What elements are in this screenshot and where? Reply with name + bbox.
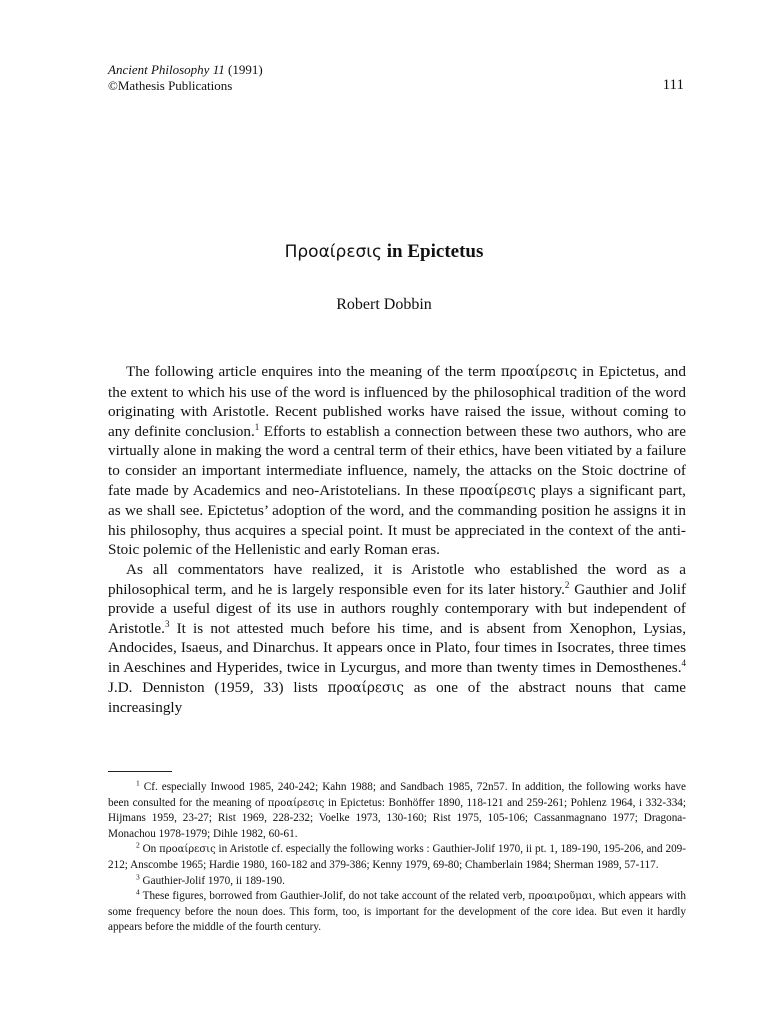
body-text: [108, 362, 686, 718]
footnote-number: 2: [136, 840, 140, 850]
text-run: , which appears with some frequency before the noun does. This form, too, is important for the development of the core idea. But even it hardly appears before the middle of the fourth century.: [108, 890, 686, 934]
greek-term: προαίρεσις: [500, 364, 578, 380]
page-number: 111: [662, 77, 684, 93]
greek-term: προαιροῦμαι: [528, 891, 593, 903]
text-run: J.D. Denniston (1959, 33) lists: [108, 678, 328, 696]
text-run: Gauthier-Jolif 1970, ii 189-190.: [139, 874, 285, 887]
footnote-1: [108, 780, 686, 842]
text-run: plays a significant part, as we shall see. Epictetus’ adoption of the word, and the commanding position he assigns it in his philosophy, thus acquires a special point. It must be appreciated in the context of the anti-Stoic polemic of the Hellenistic and early Roman eras.: [108, 481, 686, 559]
paragraph-2: [108, 560, 686, 718]
footnote-ref-4: 4: [681, 657, 686, 668]
title-greek-word: Προαίρεσις: [284, 242, 383, 262]
text-run: Cf. especially Inwood 1985, 240-242; Kahn 1988; and Sandbach 1985, 72n57. In addition, the following works have been consulted for the meaning of: [108, 781, 686, 809]
journal-name: Ancient Philosophy 11: [108, 62, 225, 77]
text-run: in Epictetus, and the extent to which his use of the word is influenced by the philosophical tradition of the word originating with Aristotle. Recent published works have raised the issue, without coming to any definite conclusion.: [108, 363, 686, 440]
text-run: Efforts to establish a connection between these two authors, who are virtually alone in making the word a central term of their ethics, have been vitiated by a failure to consider an important intermediate influence, namely, the attacks on the Stoic doctrine of fate made by Academics and neo-Aristotelians. In these: [108, 422, 686, 499]
running-header: [108, 62, 263, 94]
text-run: It is not attested much before his time, and is absent from Xenophon, Lysias, Andocides, Isaeus, and Dinarchus. It appears once in Plato, four times in Isocrates, three times in Aeschines and Hyperides, twice in Lycurgus, and more than twenty times in Demosthenes.: [108, 619, 686, 676]
text-run: in Aristotle cf. especially the following works : Gauthier-Jolif 1970, ii pt. 1, 189-190, 195-206, and 209-212; Anscombe 1965; Hardie 1980, 160-182 and 379-386; Kenny 1979, 69-80; Chamberlain 1984; Sherman 1989, 57-117.: [108, 843, 686, 871]
footnote-number: 1: [136, 778, 140, 788]
footnote-number: 4: [136, 887, 140, 897]
paragraph-1: [108, 362, 686, 560]
text-run: On: [139, 843, 160, 856]
footnote-4: [108, 889, 686, 936]
journal-citation: [108, 62, 263, 78]
greek-term: προαίρεσις: [459, 482, 536, 499]
text-run: The following article enquires into the meaning of the term: [126, 363, 501, 380]
footnote-3: [108, 871, 686, 890]
author-name: Robert Dobbin: [336, 296, 432, 313]
footnote-divider: [108, 771, 172, 772]
text-run: Gauthier and Jolif provide a useful digest of its use in authors roughly contemporary with but independent of Aristotle.: [108, 580, 686, 637]
greek-term: προαίρεσις: [159, 844, 216, 856]
title-rest: in Epictetus: [386, 241, 484, 262]
greek-term: προαίρεσις: [267, 797, 325, 809]
text-run: in Epictetus: Bonhöffer 1890, 118-121 and 259-261; Pohlenz 1964, i 332-334; Hijmans 1959, 23-27; Rist 1969, 228-232; Voelke 1973, 130-160; Rist 1975, 105-106; Cassanmagnano 1977; Dragona-Monachou 1978-1979; Dihle 1982, 60-61.: [108, 796, 686, 840]
footnote-number: 3: [136, 871, 140, 881]
text-run: as one of the abstract nouns that came increasingly: [108, 678, 687, 717]
publisher: ©Mathesis Publications: [108, 78, 233, 93]
text-run: As all commentators have realized, it is Aristotle who established the word as a philosophical term, and he is largely responsible even for its later history.: [108, 560, 686, 598]
footnote-ref-2: 2: [564, 579, 570, 590]
text-run: These figures, borrowed from Gauthier-Jolif, do not take account of the related verb,: [139, 890, 529, 903]
journal-year: (1991): [227, 62, 263, 77]
article-title: [0, 241, 768, 263]
footnotes: [108, 780, 686, 936]
footnote-2: [108, 842, 686, 873]
footnote-ref-1: 1: [254, 421, 260, 432]
footnote-ref-3: 3: [164, 618, 170, 629]
greek-term: προαίρεσις: [327, 679, 404, 696]
